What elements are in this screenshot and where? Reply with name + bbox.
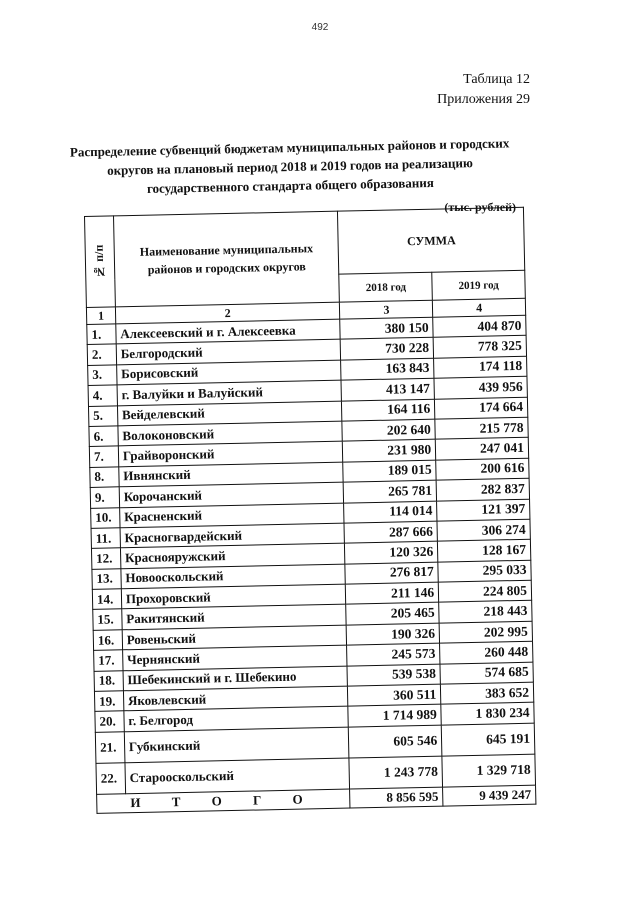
row-number: 19. <box>94 691 123 712</box>
value-2019: 202 995 <box>439 621 532 643</box>
value-2018: 413 147 <box>341 378 434 400</box>
table-label: Таблица 12 <box>463 72 530 87</box>
value-2018: 205 465 <box>346 603 439 625</box>
value-2019: 215 778 <box>435 417 528 439</box>
value-2019: 121 397 <box>437 499 530 521</box>
value-2018: 287 666 <box>344 521 437 543</box>
row-number: 14. <box>92 589 121 610</box>
document-title: Распределение субвенций бюджетам муниципальных районов и городских округов на плановый период 2018 и 2019 годов на реализацию государственного стандарта общего образования <box>69 135 510 196</box>
appendix-label: Приложения 29 <box>437 92 530 107</box>
value-2018: 605 546 <box>349 725 442 758</box>
value-2018: 245 573 <box>347 643 440 665</box>
value-2019: 247 041 <box>435 438 528 460</box>
value-2018: 539 538 <box>347 664 440 686</box>
value-2019: 224 805 <box>438 580 531 602</box>
district-name: Новооскольский <box>121 564 346 589</box>
value-2019: 404 870 <box>433 315 526 337</box>
district-name: Краснояружский <box>120 543 345 568</box>
col-index-1: 1 <box>86 307 115 325</box>
value-2018: 231 980 <box>343 440 436 462</box>
district-name: Чернянский <box>122 645 347 670</box>
district-name: Грайворонский <box>118 441 343 466</box>
row-number: 7. <box>89 446 118 467</box>
row-number: 22. <box>96 763 125 795</box>
row-number: 3. <box>88 365 117 386</box>
district-name: Прохоровский <box>121 584 346 609</box>
subvention-table-container <box>84 207 536 814</box>
district-name: Яковлевский <box>123 686 348 711</box>
value-2018: 189 015 <box>343 460 436 482</box>
total-2019: 9 439 247 <box>443 785 536 806</box>
district-name: Ровеньский <box>122 625 347 650</box>
value-2019: 174 118 <box>434 356 527 378</box>
value-2018: 164 116 <box>342 399 435 421</box>
value-2019: 574 685 <box>440 662 533 684</box>
value-2019: 128 167 <box>438 540 531 562</box>
row-number: 16. <box>93 630 122 651</box>
col-index-4: 4 <box>433 298 526 317</box>
value-2018: 360 511 <box>348 684 441 706</box>
value-2019: 645 191 <box>441 723 534 756</box>
value-2019: 1 329 718 <box>442 754 535 787</box>
district-name: Старооскольский <box>125 758 350 794</box>
total-2018: 8 856 595 <box>350 787 443 808</box>
district-name: Вейделевский <box>117 401 342 426</box>
row-number: 17. <box>94 650 123 671</box>
subvention-table <box>84 207 536 814</box>
value-2019: 200 616 <box>436 458 529 480</box>
row-number: 18. <box>94 670 123 691</box>
value-2018: 730 228 <box>341 338 434 360</box>
district-name: Шебекинский и г. Шебекино <box>123 666 348 691</box>
row-number: 15. <box>93 609 122 630</box>
page-number: 492 <box>311 22 329 33</box>
district-name: Белгородский <box>116 340 341 365</box>
row-number: 4. <box>88 385 117 406</box>
total-label: И Т О Г О <box>97 789 351 813</box>
district-name: Корочанский <box>119 482 344 507</box>
district-name: г. Белгород <box>124 706 349 731</box>
value-2018: 202 640 <box>342 419 435 441</box>
header-year-2018: 2018 год <box>339 273 432 302</box>
district-name: Красногвардейский <box>120 523 345 548</box>
value-2018: 211 146 <box>346 582 439 604</box>
district-name: Красненский <box>119 503 344 528</box>
district-name: Волоконовский <box>118 421 343 446</box>
row-number: 9. <box>90 487 119 508</box>
value-2019: 282 837 <box>436 478 529 500</box>
value-2018: 163 843 <box>341 358 434 380</box>
value-2018: 265 781 <box>344 480 437 502</box>
value-2018: 276 817 <box>345 562 438 584</box>
value-2018: 1 243 778 <box>349 756 442 789</box>
table-body <box>87 315 536 794</box>
col-index-2: 2 <box>115 302 340 324</box>
header-sum: СУММА <box>338 207 525 274</box>
row-number: 8. <box>90 467 119 488</box>
district-name: Ракитянский <box>122 605 347 630</box>
value-2018: 114 014 <box>344 501 437 523</box>
row-number: 2. <box>87 344 116 365</box>
value-2019: 260 448 <box>440 641 533 663</box>
district-name: Алексеевский и г. Алексеевка <box>116 319 341 344</box>
district-name: Борисовский <box>116 360 341 385</box>
value-2019: 218 443 <box>439 601 532 623</box>
header-year-2019: 2019 год <box>432 271 525 300</box>
row-number: 11. <box>91 528 120 549</box>
district-name: Губкинский <box>124 727 349 763</box>
value-2018: 190 326 <box>347 623 440 645</box>
header-num-label: № п/п <box>92 244 107 279</box>
row-number: 1. <box>87 324 116 345</box>
units-label: (тыс. рублей) <box>444 200 516 214</box>
row-number: 20. <box>95 711 124 732</box>
district-name: Ивнянский <box>119 462 344 487</box>
value-2018: 1 714 989 <box>348 705 441 727</box>
district-name: г. Валуйки и Валуйский <box>117 380 342 405</box>
value-2018: 380 150 <box>340 317 433 339</box>
annex-block <box>437 70 530 110</box>
row-number: 13. <box>92 568 121 589</box>
col-index-3: 3 <box>340 300 433 319</box>
header-name: Наименование муниципальных районов и городских округов <box>113 211 339 307</box>
row-number: 5. <box>88 405 117 426</box>
row-number: 12. <box>91 548 120 569</box>
value-2019: 174 664 <box>435 397 528 419</box>
value-2018: 120 326 <box>345 541 438 563</box>
value-2019: 306 274 <box>437 519 530 541</box>
value-2019: 383 652 <box>441 682 534 704</box>
value-2019: 295 033 <box>438 560 531 582</box>
value-2019: 439 956 <box>434 376 527 398</box>
value-2019: 1 830 234 <box>441 703 534 725</box>
value-2019: 778 325 <box>433 336 526 358</box>
row-number: 10. <box>91 507 120 528</box>
row-number: 21. <box>95 732 124 764</box>
row-number: 6. <box>89 426 118 447</box>
header-num <box>85 216 116 308</box>
